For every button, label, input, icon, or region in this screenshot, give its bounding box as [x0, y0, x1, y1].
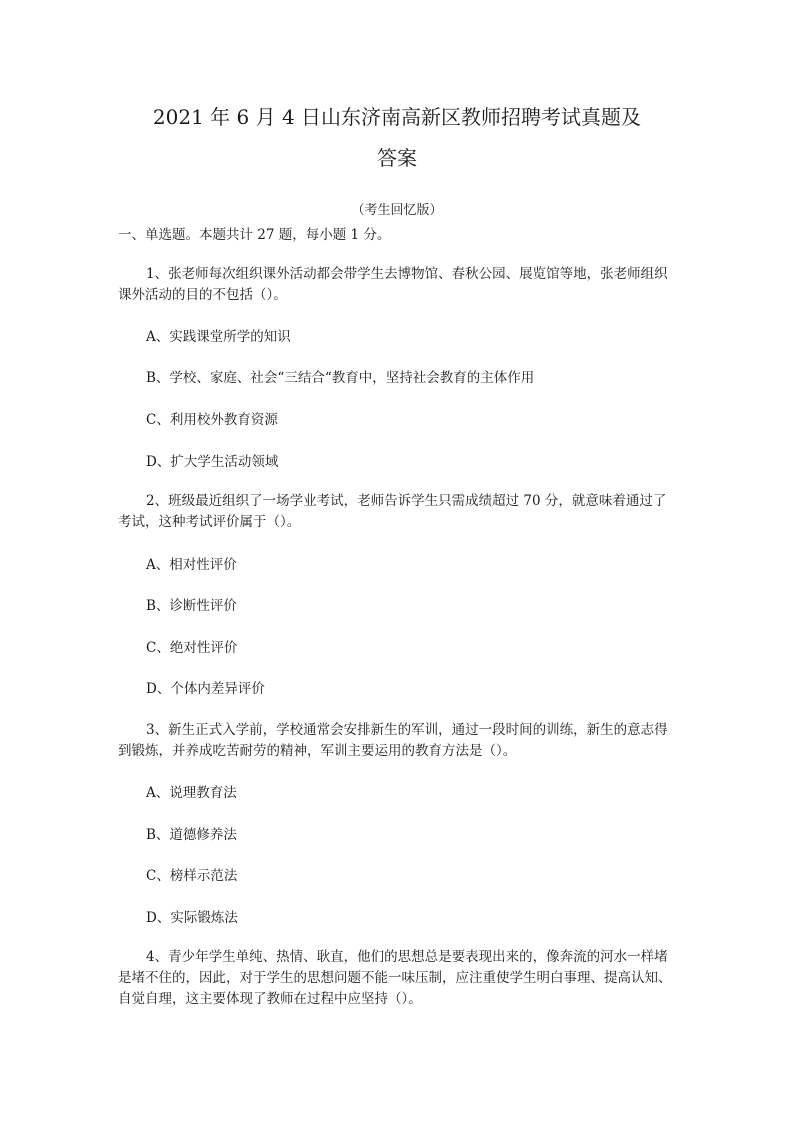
question-3-text: 3、新生正式入学前，学校通常会安排新生的军训，通过一段时间的训练，新生的意志得到锻炼，并养成吃苦耐劳的精神，军训主要运用的教育方法是（）。 [118, 722, 668, 759]
question-2-option-c: C、绝对性评价 [146, 640, 238, 656]
question-1-option-d: D、扩大学生活动领域 [146, 454, 279, 470]
question-2-text: 2、班级最近组织了一场学业考试，老师告诉学生只需成绩超过 70 分，就意味着通过了考试，这种考试评价属于（）。 [118, 493, 667, 530]
question-1-option-a: A、实践课堂所学的知识 [146, 329, 291, 345]
document-title-line-1: 2021 年 6 月 4 日山东济南高新区教师招聘考试真题及 [152, 105, 642, 129]
question-1-option-b: B、学校、家庭、社会“三结合“教育中，坚持社会教育的主体作用 [146, 370, 535, 386]
question-2-option-a: A、相对性评价 [146, 557, 237, 573]
question-3-option-d: D、实际锻炼法 [146, 910, 238, 926]
question-2-option-b: B、诊断性评价 [146, 598, 237, 614]
question-3-option-a: A、说理教育法 [146, 785, 237, 801]
question-2-option-d: D、个体内差异评价 [146, 681, 265, 697]
question-3-option-c: C、榜样示范法 [146, 868, 238, 884]
question-1-option-c: C、利用校外教育资源 [146, 412, 278, 428]
document-subtitle: （考生回忆版） [351, 203, 443, 218]
document-title-line-2: 答案 [377, 146, 417, 170]
section-heading: 一、单选题。本题共计 27 题，每小题 1 分。 [118, 227, 391, 243]
question-4-text: 4、青少年学生单纯、热情、耿直，他们的思想总是要表现出来的，像奔流的河水一样堵是堵不住的，因此，对于学生的思想问题不能一味压制，应注重使学生明白事理、提高认知、自觉自理，这主要体现了教师在过程中应坚持（）。 [118, 949, 672, 1007]
question-3-option-b: B、道德修养法 [146, 827, 237, 843]
question-1-text: 1、张老师每次组织课外活动都会带学生去博物馆、春秋公园、展览馆等地，张老师组织课外活动的目的不包括（）。 [118, 266, 668, 303]
